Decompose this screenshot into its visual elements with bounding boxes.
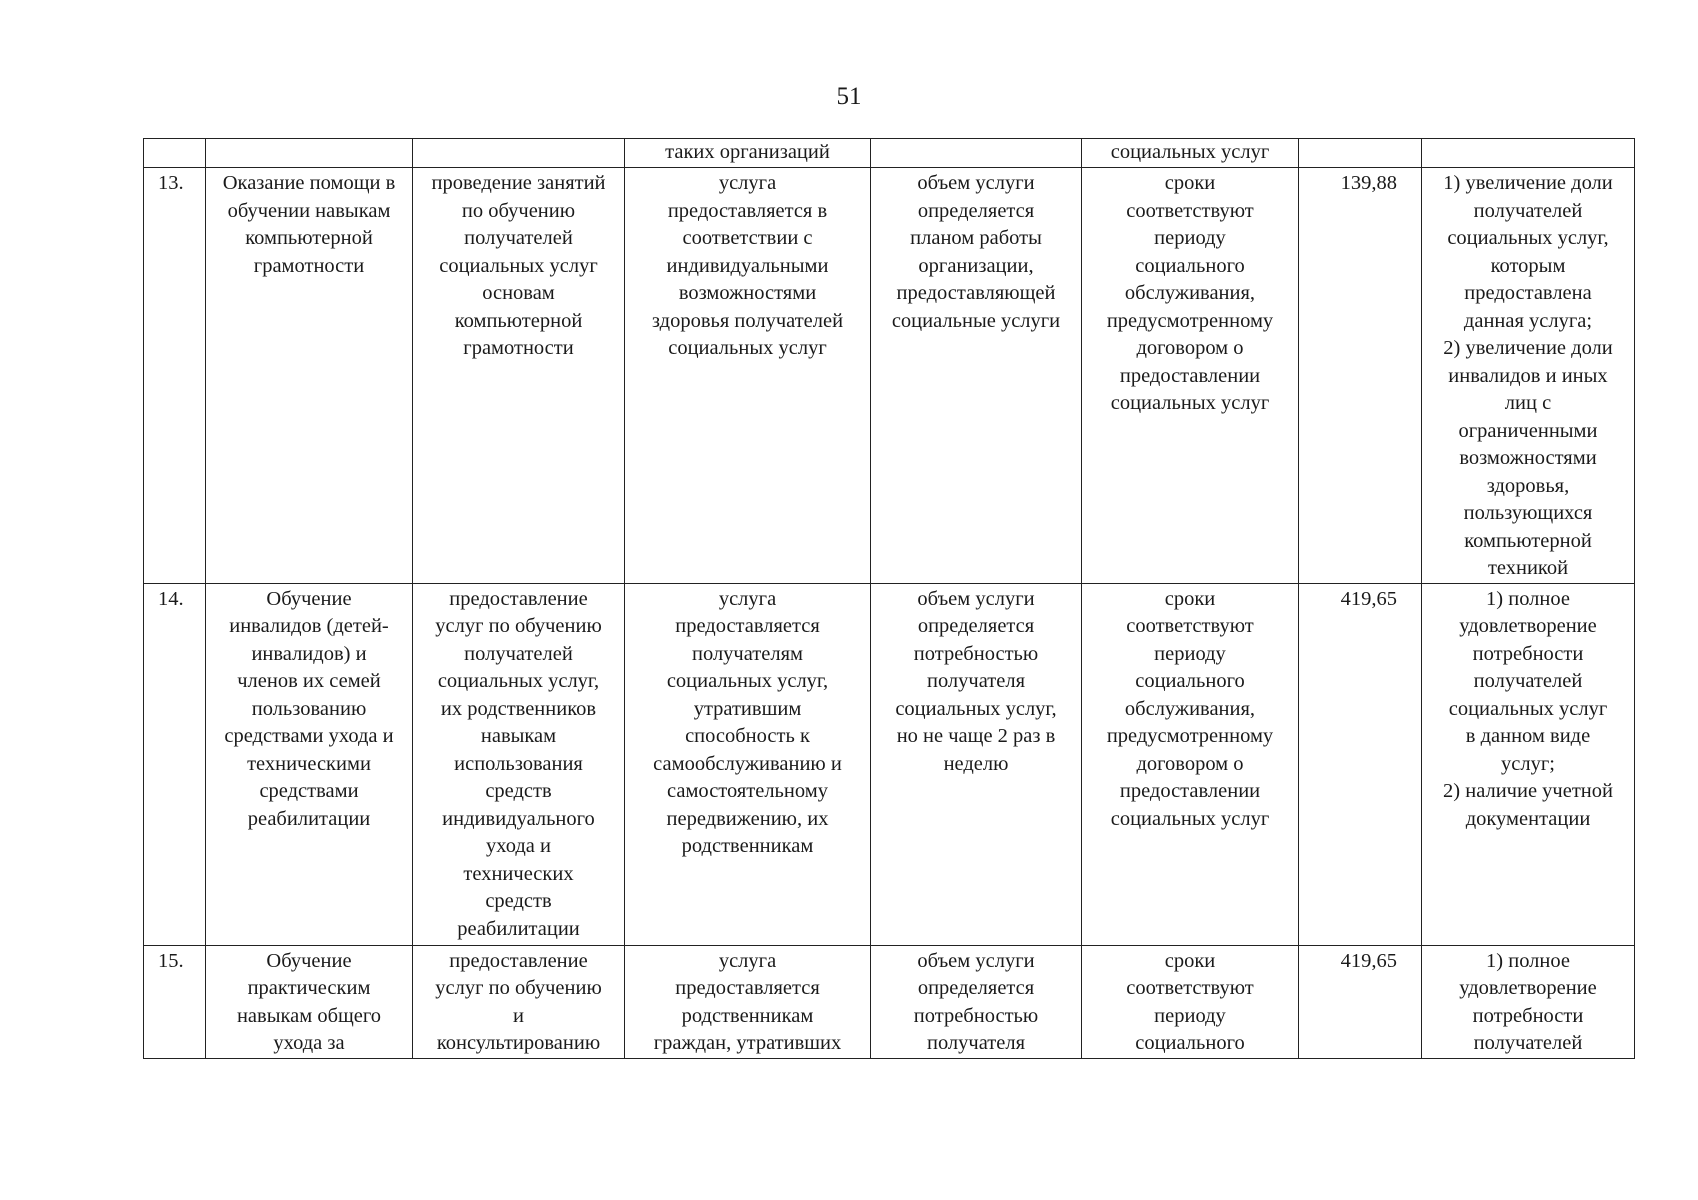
- cell-line: предусмотренному: [1106, 309, 1274, 332]
- cell-line: определяется: [917, 615, 1035, 637]
- cell-line: организации,: [918, 254, 1034, 277]
- cell-line: потребностью: [913, 642, 1039, 665]
- cell-line: реабилитации: [457, 917, 580, 940]
- cell-line: самообслуживанию и: [653, 752, 842, 775]
- cell-line: инвалидов и иных: [1448, 364, 1608, 387]
- cell-line: услуга: [718, 949, 777, 972]
- cell-line: предоставляется: [675, 615, 820, 637]
- cell-line: социального: [1135, 1032, 1245, 1054]
- cell-line: социального: [1135, 254, 1245, 277]
- cell-line: утратившим: [693, 697, 802, 720]
- cell-line: получателей: [1473, 1032, 1583, 1054]
- cell-price: [1299, 139, 1422, 168]
- cell-indicators: [1422, 945, 1635, 1058]
- cell-line: услуга: [718, 587, 777, 610]
- cell-line: 1) увеличение доли: [1443, 172, 1613, 194]
- cell-line: получателя: [926, 670, 1026, 692]
- cell-line: объем услуги: [917, 949, 1035, 972]
- table-row: [144, 168, 1635, 584]
- cell-line: периоду: [1154, 227, 1226, 249]
- cell-line: передвижению, их: [666, 807, 829, 830]
- cell-line: социальных услуг,: [895, 697, 1057, 720]
- cell-line: техникой: [1487, 557, 1569, 579]
- cell-line: пользованию: [251, 697, 367, 720]
- cell-line: ухода за: [273, 1032, 345, 1054]
- cell-description: [413, 139, 625, 168]
- cell-line: периоду: [1154, 1004, 1226, 1027]
- cell-line: индивидуальными: [666, 254, 829, 277]
- cell-line: использования: [454, 752, 583, 775]
- cell-price: 139,88: [1299, 168, 1422, 584]
- continuation-row: [144, 139, 1635, 168]
- cell-line: предоставление: [449, 587, 588, 610]
- cell-line: данная услуга;: [1463, 309, 1593, 332]
- cell-line: Оказание помощи в: [222, 172, 396, 194]
- cell-line: лиц с: [1504, 392, 1552, 414]
- cell-line: договором о: [1136, 752, 1244, 775]
- cell-line: социальных услуг: [668, 337, 827, 359]
- cell-line: в данном виде: [1465, 725, 1591, 747]
- cell-terms: [1082, 945, 1299, 1058]
- cell-line: сроки: [1164, 172, 1216, 194]
- cell-description: [413, 168, 625, 584]
- cell-volume: [871, 168, 1082, 584]
- cell-price: 419,65: [1299, 583, 1422, 945]
- cell-line: объем услуги: [917, 587, 1035, 610]
- cell-line: социальных услуг: [1448, 697, 1608, 720]
- cell-line: предусмотренному: [1106, 725, 1274, 747]
- cell-conditions: [625, 945, 871, 1058]
- cell-line: компьютерной: [1464, 529, 1592, 552]
- cell-line: соответствуют: [1126, 199, 1254, 222]
- cell-description: [413, 583, 625, 945]
- cell-line: Обучение: [266, 949, 352, 972]
- cell-line: определяется: [917, 199, 1035, 222]
- cell-line: инвалидов) и: [251, 642, 367, 665]
- cell-line: здоровья получателей: [651, 309, 844, 332]
- table-row: [144, 583, 1635, 945]
- cell-line: ограниченными: [1458, 419, 1598, 442]
- services-table: [143, 138, 1635, 1059]
- cell-line: получателя: [926, 1032, 1026, 1054]
- cell-conditions: [625, 583, 871, 945]
- cell-line: реабилитации: [247, 807, 371, 830]
- cell-conditions: [625, 168, 871, 584]
- cell-line: предоставлена: [1464, 282, 1592, 304]
- cell-line: получателям: [692, 642, 803, 665]
- cell-line: услуг по обучению: [435, 977, 602, 999]
- cell-line: самостоятельному: [667, 780, 828, 802]
- cell-name: [206, 168, 413, 584]
- cell-line: получателей: [464, 642, 573, 665]
- cell-line: возможностями: [678, 282, 817, 304]
- cell-description: [413, 945, 625, 1058]
- cell-number: [144, 139, 206, 168]
- cell-volume: [871, 583, 1082, 945]
- cell-line: услуг по обучению: [435, 615, 602, 637]
- cell-line: получателей: [1473, 670, 1583, 692]
- cell-line: договором о: [1136, 337, 1244, 359]
- cell-volume: [871, 139, 1082, 168]
- cell-line: социальных услуг,: [666, 670, 829, 692]
- cell-number: 15.: [144, 945, 206, 1058]
- cell-line: индивидуального: [442, 807, 595, 830]
- cell-line: их родственников: [440, 697, 597, 720]
- cell-line: грамотности: [463, 337, 574, 359]
- cell-line: услуг;: [1501, 752, 1555, 775]
- cell-line: инвалидов (детей-: [229, 615, 389, 637]
- cell-price: 419,65: [1299, 945, 1422, 1058]
- cell-line: социальных услуг: [439, 254, 598, 277]
- cell-line: объем услуги: [917, 172, 1035, 194]
- cell-line: документации: [1465, 807, 1591, 830]
- cell-line: 1) полное: [1486, 949, 1570, 972]
- cell-line: практическим: [247, 977, 371, 999]
- cell-line: Обучение: [266, 587, 352, 610]
- cell-line: обучении навыкам: [227, 199, 391, 222]
- cell-line: предоставлении: [1119, 364, 1261, 387]
- cell-line: соответствуют: [1126, 977, 1254, 999]
- cell-line: получателей: [1473, 199, 1583, 222]
- cell-line: предоставляющей: [896, 282, 1056, 304]
- cell-line: сроки: [1164, 949, 1216, 972]
- cell-line: и: [513, 1004, 524, 1027]
- cell-line: предоставление: [449, 949, 588, 972]
- table-row: [144, 945, 1635, 1058]
- cell-line: удовлетворение: [1459, 615, 1597, 637]
- cell-line: средствами ухода и: [224, 725, 394, 747]
- cell-line: навыкам общего: [236, 1004, 382, 1027]
- cell-line: родственникам: [681, 835, 814, 857]
- cell-line: способность к: [685, 725, 810, 747]
- cell-indicators: [1422, 139, 1635, 168]
- cell-line: которым: [1490, 254, 1566, 277]
- cell-line: предоставлении: [1119, 780, 1261, 802]
- cell-line: предоставляется в: [667, 199, 828, 222]
- cell-indicators: [1422, 583, 1635, 945]
- cell-line: потребностью: [913, 1004, 1039, 1027]
- cell-line: средств: [485, 890, 552, 912]
- cell-line: периоду: [1154, 642, 1226, 665]
- cell-line: основам: [482, 282, 555, 304]
- cell-line: социальные услуги: [891, 309, 1061, 332]
- cell-line: определяется: [917, 977, 1035, 999]
- cell-line: социальных услуг,: [1447, 227, 1609, 249]
- cell-line: социальных услуг,: [437, 670, 600, 692]
- cell-line: пользующихся: [1463, 502, 1593, 524]
- cell-terms: социальных услуг: [1082, 139, 1299, 168]
- cell-line: потребности: [1472, 642, 1584, 665]
- cell-indicators: [1422, 168, 1635, 584]
- cell-line: но не чаще 2 раз в: [896, 725, 1056, 747]
- cell-conditions: таких организаций: [625, 139, 871, 168]
- cell-line: планом работы: [910, 227, 1042, 249]
- cell-line: 2) увеличение доли: [1443, 337, 1613, 359]
- cell-line: соответствуют: [1126, 615, 1254, 637]
- cell-name: [206, 583, 413, 945]
- cell-line: услуга: [718, 172, 777, 194]
- cell-line: проведение занятий: [431, 172, 606, 194]
- cell-line: 1) полное: [1486, 587, 1570, 610]
- cell-line: членов их семей: [237, 670, 381, 692]
- cell-line: обслуживания,: [1124, 282, 1256, 304]
- cell-line: соответствии с: [682, 227, 813, 249]
- cell-line: социальных услуг: [1110, 392, 1270, 414]
- cell-line: граждан, утративших: [653, 1032, 842, 1054]
- cell-line: техническими: [247, 752, 371, 775]
- cell-number: 14.: [144, 583, 206, 945]
- cell-line: компьютерной: [245, 227, 373, 249]
- cell-terms: [1082, 168, 1299, 584]
- cell-line: по обучению: [461, 199, 576, 222]
- cell-line: консультированию: [436, 1032, 601, 1054]
- cell-line: удовлетворение: [1459, 977, 1597, 999]
- cell-line: социального: [1135, 670, 1245, 692]
- page-number: 51: [836, 83, 862, 110]
- cell-line: 2) наличие учетной: [1443, 780, 1613, 802]
- cell-number: 13.: [144, 168, 206, 584]
- cell-line: получателей: [464, 227, 573, 249]
- cell-terms: [1082, 583, 1299, 945]
- cell-line: средствами: [259, 780, 359, 802]
- cell-line: потребности: [1472, 1004, 1584, 1027]
- cell-line: навыкам: [480, 725, 557, 747]
- cell-line: компьютерной: [454, 309, 583, 332]
- cell-line: ухода и: [485, 835, 551, 857]
- cell-line: предоставляется: [675, 977, 820, 999]
- cell-line: средств: [485, 780, 552, 802]
- cell-volume: [871, 945, 1082, 1058]
- cell-line: сроки: [1164, 587, 1216, 610]
- cell-line: грамотности: [253, 254, 365, 277]
- cell-line: социальных услуг: [1110, 807, 1270, 830]
- cell-line: здоровья,: [1486, 474, 1570, 497]
- cell-line: неделю: [943, 752, 1009, 775]
- cell-line: технических: [463, 862, 574, 885]
- cell-line: возможностями: [1459, 447, 1597, 469]
- cell-name: [206, 945, 413, 1058]
- cell-line: обслуживания,: [1124, 697, 1256, 720]
- cell-line: родственникам: [681, 1004, 814, 1027]
- cell-name: [206, 139, 413, 168]
